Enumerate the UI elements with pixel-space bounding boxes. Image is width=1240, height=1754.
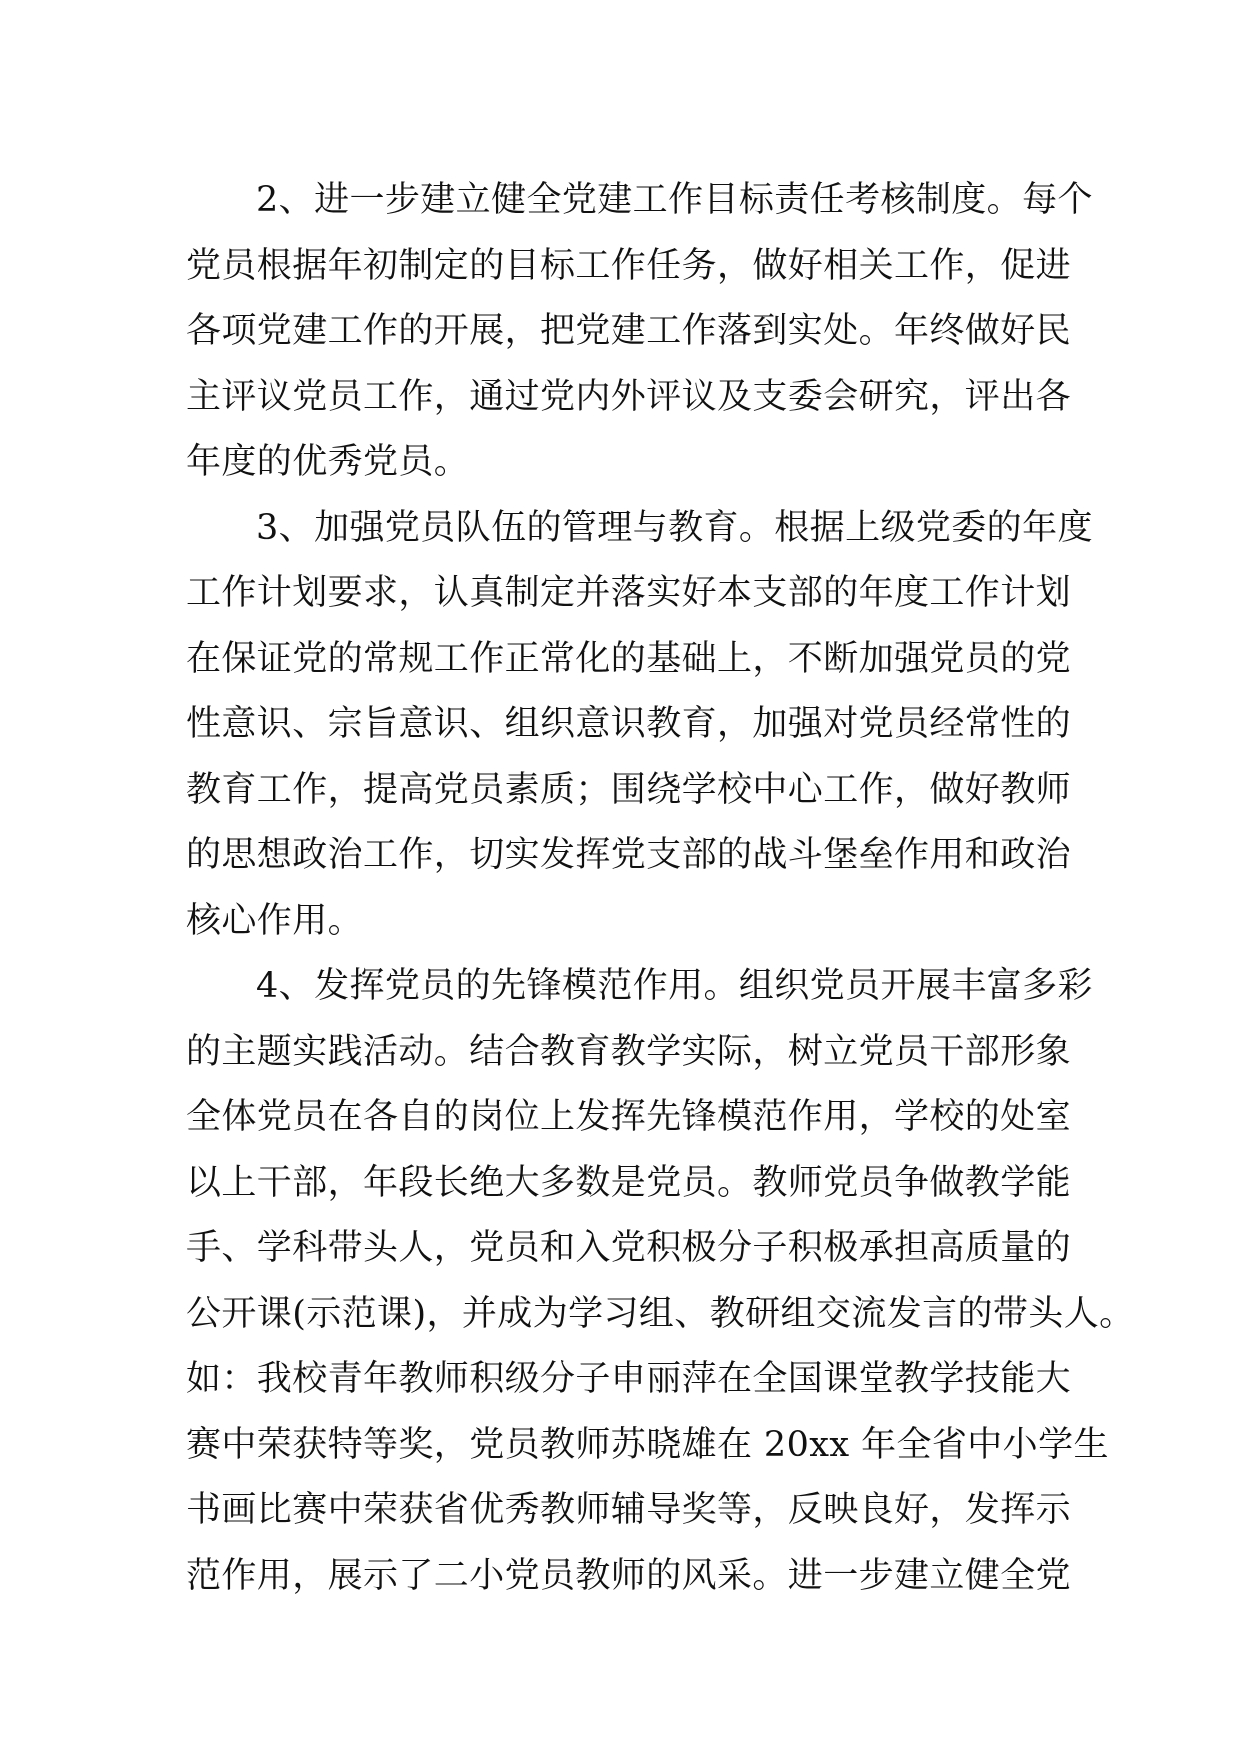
paragraph-3-line-5: 教育工作，提高党员素质；围绕学校中心工作，做好教师	[186, 769, 1072, 810]
paragraph-2-line-4: 主评议党员工作，通过党内外评议及支委会研究，评出各	[186, 376, 1072, 417]
paragraph-3-line-7: 核心作用。	[186, 900, 364, 941]
paragraph-2-line-3: 各项党建工作的开展，把党建工作落到实处。年终做好民	[186, 311, 1072, 351]
paragraph-4-line-5: 手、学科带头人，党员和入党积极分子积极承担高质量的	[186, 1228, 1072, 1268]
paragraph-4-line-6: 公开课(示范课)，并成为学习组、教研组交流发言的带头人。	[186, 1293, 1135, 1334]
paragraph-4-line-10: 范作用，展示了二小党员教师的风采。进一步建立健全党	[186, 1555, 1072, 1596]
paragraph-4-line-2: 的主题实践活动。结合教育教学实际，树立党员干部形象	[186, 1031, 1072, 1072]
paragraph-3-line-6: 的思想政治工作，切实发挥党支部的战斗堡垒作用和政治	[186, 835, 1072, 875]
paragraph-4-line-8: 赛中荣获特等奖，党员教师苏晓雄在 20xx 年全省中小学生	[186, 1424, 1109, 1465]
paragraph-3-line-1: 3、加强党员队伍的管理与教育。根据上级党委的年度	[256, 507, 1093, 548]
paragraph-3-line-4: 性意识、宗旨意识、组织意识教育，加强对党员经常性的	[186, 704, 1072, 744]
paragraph-3-line-3: 在保证党的常规工作正常化的基础上，不断加强党员的党	[186, 638, 1072, 679]
paragraph-2-line-1: 2、进一步建立健全党建工作目标责任考核制度。每个	[256, 180, 1093, 220]
paragraph-4-line-1: 4、发挥党员的先锋模范作用。组织党员开展丰富多彩	[256, 966, 1093, 1006]
paragraph-2-line-5: 年度的优秀党员。	[186, 442, 470, 482]
body-text	[186, 168, 1135, 1609]
paragraph-2-line-2: 党员根据年初制定的目标工作任务，做好相关工作，促进	[186, 245, 1072, 286]
paragraph-4-line-4: 以上干部，年段长绝大多数是党员。教师党员争做教学能	[186, 1162, 1072, 1203]
paragraph-4-line-9: 书画比赛中荣获省优秀教师辅导奖等，反映良好，发挥示	[186, 1490, 1072, 1530]
paragraph-3-line-2: 工作计划要求，认真制定并落实好本支部的年度工作计划	[186, 573, 1072, 613]
paragraph-4-line-7: 如：我校青年教师积级分子申丽萍在全国课堂教学技能大	[186, 1359, 1072, 1399]
paragraph-4-line-3: 全体党员在各自的岗位上发挥先锋模范作用，学校的处室	[186, 1097, 1072, 1137]
